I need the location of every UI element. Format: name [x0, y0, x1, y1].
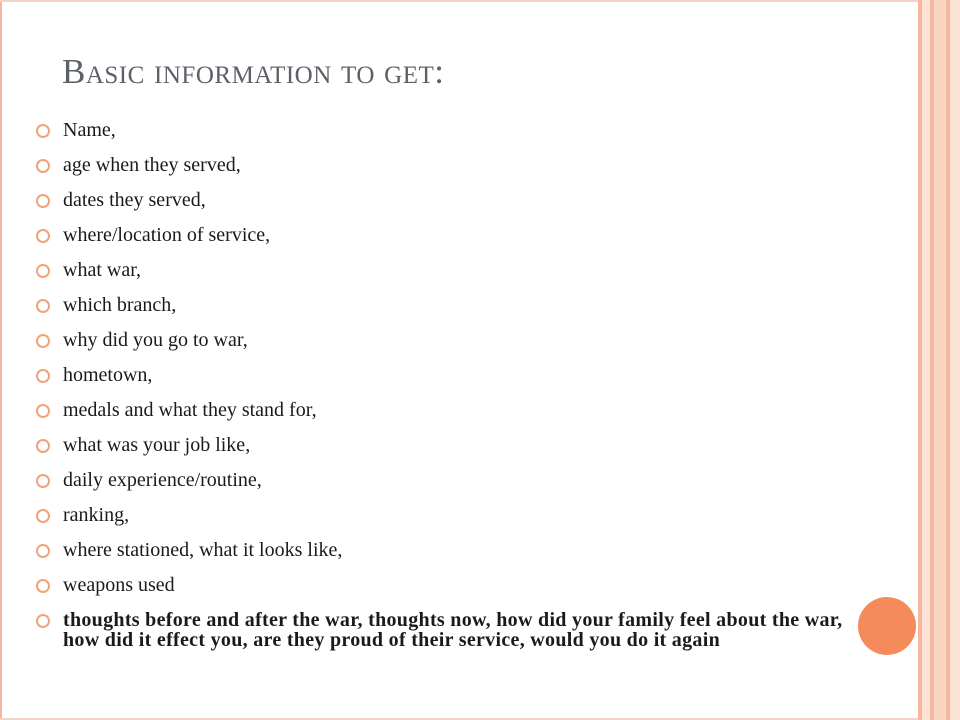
bullet-circle-icon: [36, 544, 50, 558]
bullet-circle-icon: [36, 614, 50, 628]
list-item: [36, 435, 866, 455]
bullet-circle-icon: [36, 124, 50, 138]
bullet-circle-icon: [36, 334, 50, 348]
list-item: [36, 365, 866, 385]
list-item-text: medals and what they stand for,: [63, 399, 317, 421]
list-item: [36, 330, 866, 350]
bullet-circle-icon: [36, 299, 50, 313]
bullet-circle-icon: [36, 369, 50, 383]
bullet-circle-icon: [36, 579, 50, 593]
list-item-text: what war,: [63, 259, 142, 281]
left-border: [0, 0, 8, 720]
bullet-circle-icon: [36, 194, 50, 208]
list-item: [36, 575, 866, 595]
list-item-text: weapons used: [63, 574, 175, 596]
right-stripe: [922, 0, 930, 720]
bullet-circle-icon: [36, 159, 50, 173]
right-stripe: [934, 0, 946, 720]
bullet-circle-icon: [36, 229, 50, 243]
list-item: [36, 400, 866, 420]
list-item: [36, 505, 866, 525]
bullet-list: [36, 120, 866, 665]
bullet-circle-icon: [36, 404, 50, 418]
list-item-text: daily experience/routine,: [63, 469, 262, 491]
list-item-text: age when they served,: [63, 154, 241, 176]
list-item-text: ranking,: [63, 504, 130, 526]
list-item-text: where stationed, what it looks like,: [63, 539, 343, 561]
list-item: [36, 260, 866, 280]
list-item-text: what was your job like,: [63, 434, 251, 456]
list-item: [36, 470, 866, 490]
list-item-text: why did you go to war,: [63, 329, 248, 351]
list-item-text: which branch,: [63, 294, 177, 316]
list-item-text: where/location of service,: [63, 224, 271, 246]
list-item-text: Name,: [63, 119, 116, 141]
list-item: [36, 190, 866, 210]
list-item-text: hometown,: [63, 364, 153, 386]
decorative-circle: [858, 597, 916, 655]
top-border: [0, 0, 920, 2]
list-item: [36, 120, 866, 140]
bullet-circle-icon: [36, 474, 50, 488]
bullet-circle-icon: [36, 509, 50, 523]
bullet-circle-icon: [36, 439, 50, 453]
list-item-final: [36, 610, 866, 650]
list-item-text: dates they served,: [63, 189, 206, 211]
list-item: [36, 155, 866, 175]
bullet-circle-icon: [36, 264, 50, 278]
list-item-text: thoughts before and after the war, thoughts now, how did your family feel about the war, how did it effect you, are they proud of their service, would you do it again: [63, 609, 843, 651]
list-item: [36, 540, 866, 560]
slide-title: Basic information to get:: [62, 52, 445, 91]
right-stripe: [950, 0, 960, 720]
list-item: [36, 225, 866, 245]
list-item: [36, 295, 866, 315]
